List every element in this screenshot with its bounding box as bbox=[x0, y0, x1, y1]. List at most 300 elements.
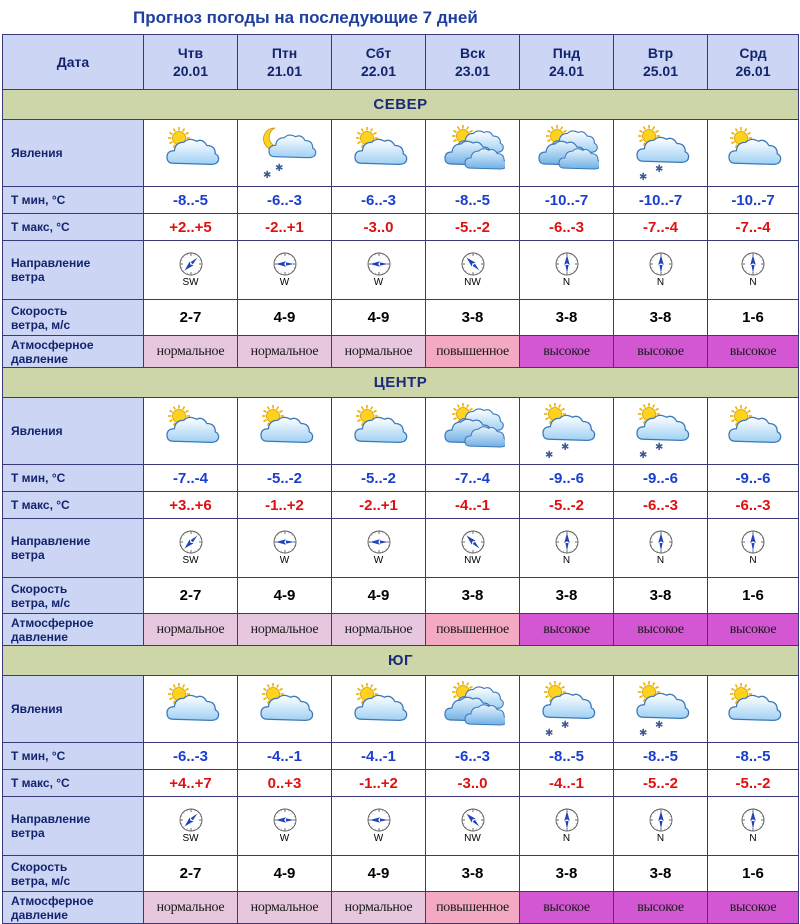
wind-direction-cell bbox=[614, 241, 708, 300]
tmax-cell: -6..-3 bbox=[520, 214, 614, 241]
tmax-cell: -2..+1 bbox=[238, 214, 332, 241]
tmax-label bbox=[3, 492, 144, 519]
pressure-cell: нормальное bbox=[144, 614, 238, 646]
wind-direction-label-text-2: ветра bbox=[11, 826, 45, 840]
day-header-6 bbox=[708, 35, 799, 90]
compass-icon bbox=[144, 530, 237, 554]
sun-cloud-snow-icon bbox=[614, 402, 707, 460]
pressure-cell: нормальное bbox=[332, 336, 426, 368]
compass-icon bbox=[614, 808, 707, 832]
pressure-row bbox=[3, 614, 799, 646]
tmin-cell: -10..-7 bbox=[708, 187, 799, 214]
phenomena-cell bbox=[708, 398, 799, 465]
wind-direction-text: SW bbox=[182, 555, 199, 566]
compass-icon bbox=[144, 808, 237, 832]
wind-speed-cell: 3-8 bbox=[520, 300, 614, 336]
phenomena-cell bbox=[708, 676, 799, 743]
pressure-label-text-2: давление bbox=[11, 629, 68, 644]
tmax-cell: +2..+5 bbox=[144, 214, 238, 241]
wind-direction-cell bbox=[614, 519, 708, 578]
phenomena-row bbox=[3, 676, 799, 743]
wind-direction-text: N bbox=[562, 555, 571, 566]
wind-direction-label-text-2: ветра bbox=[11, 548, 45, 562]
phenomena-label-text: Явления bbox=[11, 146, 63, 160]
wind-speed-label-text-2: ветра, м/с bbox=[11, 317, 71, 332]
sun-cloud-snow-icon bbox=[520, 680, 613, 738]
wind-direction-text: W bbox=[279, 833, 290, 844]
wind-speed-row bbox=[3, 300, 799, 336]
compass-icon bbox=[332, 808, 425, 832]
pressure-cell: нормальное bbox=[332, 892, 426, 924]
phenomena-cell bbox=[144, 398, 238, 465]
wind-direction-label bbox=[3, 519, 144, 578]
tmax-label-text: Т макс, °С bbox=[11, 776, 70, 790]
wind-direction-cell bbox=[426, 241, 520, 300]
compass-icon bbox=[332, 252, 425, 276]
tmax-cell: -3..0 bbox=[426, 770, 520, 797]
wind-speed-cell: 3-8 bbox=[426, 856, 520, 892]
tmax-label-text: Т макс, °С bbox=[11, 498, 70, 512]
wind-direction-text: N bbox=[749, 833, 757, 844]
wind-direction-cell bbox=[520, 519, 614, 578]
tmax-cell: -7..-4 bbox=[708, 214, 799, 241]
sun-overcast-icon bbox=[520, 124, 613, 182]
region-name: СЕВЕР bbox=[373, 96, 428, 113]
tmin-label bbox=[3, 187, 144, 214]
wind-direction-cell bbox=[426, 519, 520, 578]
wind-direction-row bbox=[3, 797, 799, 856]
wind-speed-label-text-2: ветра, м/с bbox=[11, 595, 71, 610]
day-date: 22.01 bbox=[360, 63, 397, 79]
phenomena-label bbox=[3, 676, 144, 743]
svg-text:✱: ✱ bbox=[638, 450, 647, 460]
tmax-cell: -5..-2 bbox=[708, 770, 799, 797]
phenomena-cell bbox=[426, 676, 520, 743]
svg-text:✱: ✱ bbox=[654, 164, 663, 175]
wind-direction-text: N bbox=[562, 277, 571, 288]
svg-text:✱: ✱ bbox=[274, 163, 283, 174]
tmin-cell: -8..-5 bbox=[520, 743, 614, 770]
phenomena-cell bbox=[614, 120, 708, 187]
tmin-cell: -5..-2 bbox=[332, 465, 426, 492]
tmax-label-text: Т макс, °С bbox=[11, 220, 70, 234]
wind-speed-cell: 4-9 bbox=[332, 578, 426, 614]
pressure-row bbox=[3, 892, 799, 924]
region-title bbox=[3, 368, 799, 398]
region-row bbox=[3, 90, 799, 120]
wind-speed-label-text: Скорость bbox=[11, 859, 68, 874]
pressure-cell: нормальное bbox=[238, 336, 332, 368]
tmin-cell: -9..-6 bbox=[614, 465, 708, 492]
tmin-cell: -8..-5 bbox=[426, 187, 520, 214]
phenomena-row bbox=[3, 120, 799, 187]
pressure-cell: нормальное bbox=[144, 892, 238, 924]
wind-speed-cell: 3-8 bbox=[426, 578, 520, 614]
wind-direction-text: W bbox=[279, 555, 290, 566]
region-row bbox=[3, 646, 799, 676]
phenomena-cell bbox=[614, 676, 708, 743]
phenomena-cell bbox=[238, 398, 332, 465]
compass-icon bbox=[708, 252, 798, 276]
phenomena-label bbox=[3, 398, 144, 465]
tmin-cell: -8..-5 bbox=[144, 187, 238, 214]
pressure-row bbox=[3, 336, 799, 368]
wind-speed-cell: 4-9 bbox=[332, 300, 426, 336]
wind-direction-text: N bbox=[656, 277, 665, 288]
pressure-cell: нормальное bbox=[332, 614, 426, 646]
tmax-label bbox=[3, 214, 144, 241]
pressure-cell: повышенное bbox=[426, 892, 520, 924]
pressure-cell: высокое bbox=[708, 892, 799, 924]
phenomena-cell bbox=[708, 120, 799, 187]
day-header-4 bbox=[520, 35, 614, 90]
phenomena-cell bbox=[332, 398, 426, 465]
tmax-row bbox=[3, 492, 799, 519]
compass-icon bbox=[520, 808, 613, 832]
date-label: Дата bbox=[56, 53, 90, 70]
day-of-week: Чтв bbox=[177, 45, 204, 61]
pressure-cell: высокое bbox=[708, 336, 799, 368]
sun-cloud-icon bbox=[708, 124, 798, 182]
tmin-cell: -10..-7 bbox=[520, 187, 614, 214]
day-date: 20.01 bbox=[172, 63, 209, 79]
compass-icon bbox=[238, 530, 331, 554]
svg-text:✱: ✱ bbox=[544, 450, 553, 460]
tmax-cell: -6..-3 bbox=[708, 492, 799, 519]
tmin-cell: -4..-1 bbox=[332, 743, 426, 770]
header-row bbox=[3, 35, 799, 90]
pressure-label bbox=[3, 614, 144, 646]
day-date: 26.01 bbox=[735, 63, 771, 79]
moon-cloud-snow-icon bbox=[238, 124, 331, 182]
wind-speed-cell: 2-7 bbox=[144, 578, 238, 614]
phenomena-cell bbox=[238, 120, 332, 187]
pressure-label-text: Атмосферное bbox=[11, 337, 94, 352]
wind-direction-text: W bbox=[279, 277, 290, 288]
tmin-row bbox=[3, 743, 799, 770]
sun-cloud-icon bbox=[144, 680, 237, 738]
wind-direction-label bbox=[3, 797, 144, 856]
svg-text:✱: ✱ bbox=[654, 442, 663, 453]
tmax-cell: +4..+7 bbox=[144, 770, 238, 797]
wind-direction-cell bbox=[520, 797, 614, 856]
wind-direction-text: N bbox=[749, 555, 757, 566]
phenomena-label-text: Явления bbox=[11, 702, 63, 716]
wind-speed-cell: 4-9 bbox=[238, 578, 332, 614]
date-header-cell bbox=[3, 35, 144, 90]
wind-direction-cell bbox=[708, 797, 799, 856]
phenomena-cell bbox=[520, 676, 614, 743]
wind-direction-cell bbox=[332, 241, 426, 300]
svg-text:✱: ✱ bbox=[638, 728, 647, 738]
compass-icon bbox=[520, 530, 613, 554]
phenomena-label-text: Явления bbox=[11, 424, 63, 438]
wind-speed-cell: 2-7 bbox=[144, 300, 238, 336]
tmin-label bbox=[3, 743, 144, 770]
tmax-cell: -5..-2 bbox=[614, 770, 708, 797]
compass-icon bbox=[238, 252, 331, 276]
wind-speed-label-text-2: ветра, м/с bbox=[11, 873, 71, 888]
wind-direction-text: W bbox=[373, 833, 384, 844]
sun-overcast-icon bbox=[426, 680, 519, 738]
wind-speed-label-text: Скорость bbox=[11, 581, 68, 596]
sun-cloud-icon bbox=[238, 402, 331, 460]
sun-cloud-icon bbox=[332, 124, 425, 182]
sun-cloud-icon bbox=[708, 680, 798, 738]
day-of-week: Сбт bbox=[365, 45, 392, 61]
pressure-label-text: Атмосферное bbox=[11, 893, 94, 908]
phenomena-cell bbox=[520, 398, 614, 465]
wind-speed-cell: 1-6 bbox=[708, 300, 799, 336]
sun-cloud-snow-icon bbox=[520, 402, 613, 460]
pressure-cell: высокое bbox=[614, 892, 708, 924]
region-title bbox=[3, 646, 799, 676]
compass-icon bbox=[332, 530, 425, 554]
wind-speed-row bbox=[3, 856, 799, 892]
wind-direction-text: SW bbox=[182, 833, 199, 844]
day-of-week: Срд bbox=[739, 45, 767, 61]
tmax-cell: -4..-1 bbox=[520, 770, 614, 797]
pressure-label bbox=[3, 892, 144, 924]
tmax-label bbox=[3, 770, 144, 797]
day-of-week: Вск bbox=[460, 45, 485, 61]
day-of-week: Пнд bbox=[552, 45, 581, 61]
wind-direction-label-text: Направление bbox=[11, 256, 91, 270]
compass-icon bbox=[614, 252, 707, 276]
pressure-cell: высокое bbox=[708, 614, 799, 646]
sun-cloud-icon bbox=[144, 124, 237, 182]
compass-icon bbox=[144, 252, 237, 276]
wind-direction-text: NW bbox=[464, 833, 481, 844]
sun-cloud-snow-icon bbox=[614, 124, 707, 182]
tmin-cell: -5..-2 bbox=[238, 465, 332, 492]
tmin-row bbox=[3, 465, 799, 492]
wind-speed-cell: 3-8 bbox=[614, 856, 708, 892]
tmin-row bbox=[3, 187, 799, 214]
day-header-5 bbox=[614, 35, 708, 90]
wind-direction-text: W bbox=[373, 277, 384, 288]
compass-icon bbox=[238, 808, 331, 832]
sun-cloud-icon bbox=[332, 680, 425, 738]
wind-speed-label bbox=[3, 856, 144, 892]
region-name: ЮГ bbox=[388, 652, 413, 669]
wind-speed-cell: 1-6 bbox=[708, 856, 799, 892]
phenomena-cell bbox=[520, 120, 614, 187]
tmin-cell: -4..-1 bbox=[238, 743, 332, 770]
pressure-label-text-2: давление bbox=[11, 351, 68, 366]
sun-overcast-icon bbox=[426, 402, 519, 460]
wind-direction-text: N bbox=[562, 833, 571, 844]
sun-cloud-icon bbox=[144, 402, 237, 460]
wind-direction-cell bbox=[144, 241, 238, 300]
svg-text:✱: ✱ bbox=[638, 172, 647, 182]
day-date: 21.01 bbox=[266, 63, 303, 79]
compass-icon bbox=[426, 808, 519, 832]
svg-text:✱: ✱ bbox=[560, 720, 569, 731]
wind-speed-label bbox=[3, 578, 144, 614]
page-title-bar bbox=[0, 8, 800, 34]
phenomena-cell bbox=[144, 120, 238, 187]
compass-icon bbox=[426, 530, 519, 554]
day-of-week: Втр bbox=[647, 45, 674, 61]
wind-speed-cell: 3-8 bbox=[426, 300, 520, 336]
wind-speed-row bbox=[3, 578, 799, 614]
tmin-cell: -6..-3 bbox=[144, 743, 238, 770]
wind-direction-cell bbox=[520, 241, 614, 300]
tmax-cell: -5..-2 bbox=[520, 492, 614, 519]
phenomena-cell bbox=[426, 120, 520, 187]
day-header-3 bbox=[426, 35, 520, 90]
compass-icon bbox=[520, 252, 613, 276]
tmin-cell: -6..-3 bbox=[426, 743, 520, 770]
wind-direction-cell bbox=[708, 519, 799, 578]
sun-cloud-icon bbox=[708, 402, 798, 460]
compass-icon bbox=[426, 252, 519, 276]
tmax-cell: -1..+2 bbox=[332, 770, 426, 797]
tmin-cell: -9..-6 bbox=[520, 465, 614, 492]
svg-text:✱: ✱ bbox=[544, 728, 553, 738]
svg-text:✱: ✱ bbox=[560, 442, 569, 453]
wind-direction-text: N bbox=[749, 277, 757, 288]
pressure-label-text: Атмосферное bbox=[11, 615, 94, 630]
day-of-week: Птн bbox=[271, 45, 298, 61]
wind-speed-cell: 4-9 bbox=[332, 856, 426, 892]
tmin-cell: -6..-3 bbox=[238, 187, 332, 214]
region-title bbox=[3, 90, 799, 120]
sun-cloud-icon bbox=[332, 402, 425, 460]
pressure-cell: нормальное bbox=[238, 892, 332, 924]
wind-speed-cell: 4-9 bbox=[238, 856, 332, 892]
pressure-cell: высокое bbox=[520, 614, 614, 646]
pressure-label bbox=[3, 336, 144, 368]
tmax-cell: -3..0 bbox=[332, 214, 426, 241]
wind-speed-cell: 4-9 bbox=[238, 300, 332, 336]
wind-direction-label-text: Направление bbox=[11, 534, 91, 548]
day-header-0 bbox=[144, 35, 238, 90]
wind-direction-label-text: Направление bbox=[11, 812, 91, 826]
tmin-label-text: Т мин, °С bbox=[11, 471, 66, 485]
tmax-cell: -1..+2 bbox=[238, 492, 332, 519]
wind-direction-text: N bbox=[656, 833, 665, 844]
tmin-cell: -8..-5 bbox=[708, 743, 799, 770]
tmin-label-text: Т мин, °С bbox=[11, 193, 66, 207]
wind-direction-cell bbox=[144, 519, 238, 578]
wind-direction-text: N bbox=[656, 555, 665, 566]
region-row bbox=[3, 368, 799, 398]
phenomena-row bbox=[3, 398, 799, 465]
tmax-row bbox=[3, 770, 799, 797]
wind-direction-text: W bbox=[373, 555, 384, 566]
region-name: ЦЕНТР bbox=[373, 374, 428, 391]
wind-direction-row bbox=[3, 519, 799, 578]
day-date: 23.01 bbox=[454, 63, 491, 79]
phenomena-cell bbox=[614, 398, 708, 465]
phenomena-cell bbox=[238, 676, 332, 743]
tmin-cell: -9..-6 bbox=[708, 465, 799, 492]
tmax-cell: +3..+6 bbox=[144, 492, 238, 519]
wind-direction-text: SW bbox=[182, 277, 199, 288]
compass-icon bbox=[708, 808, 798, 832]
phenomena-cell bbox=[332, 120, 426, 187]
pressure-cell: повышенное bbox=[426, 336, 520, 368]
pressure-cell: высокое bbox=[520, 336, 614, 368]
sun-cloud-snow-icon bbox=[614, 680, 707, 738]
compass-icon bbox=[614, 530, 707, 554]
wind-speed-cell: 1-6 bbox=[708, 578, 799, 614]
wind-direction-label bbox=[3, 241, 144, 300]
wind-direction-text: NW bbox=[464, 555, 481, 566]
wind-speed-cell: 3-8 bbox=[614, 300, 708, 336]
svg-text:✱: ✱ bbox=[654, 720, 663, 731]
tmax-cell: 0..+3 bbox=[238, 770, 332, 797]
pressure-cell: повышенное bbox=[426, 614, 520, 646]
wind-speed-cell: 3-8 bbox=[520, 578, 614, 614]
phenomena-label bbox=[3, 120, 144, 187]
wind-direction-text: NW bbox=[464, 277, 481, 288]
pressure-cell: высокое bbox=[614, 336, 708, 368]
tmin-cell: -7..-4 bbox=[426, 465, 520, 492]
tmax-cell: -5..-2 bbox=[426, 214, 520, 241]
day-header-2 bbox=[332, 35, 426, 90]
tmin-label-text: Т мин, °С bbox=[11, 749, 66, 763]
wind-direction-cell bbox=[238, 519, 332, 578]
tmax-cell: -7..-4 bbox=[614, 214, 708, 241]
wind-speed-cell: 3-8 bbox=[614, 578, 708, 614]
phenomena-cell bbox=[144, 676, 238, 743]
page-title: Прогноз погоды на последующие 7 дней bbox=[133, 8, 478, 27]
wind-direction-cell bbox=[426, 797, 520, 856]
wind-direction-row bbox=[3, 241, 799, 300]
tmin-cell: -6..-3 bbox=[332, 187, 426, 214]
sun-overcast-icon bbox=[426, 124, 519, 182]
tmax-row bbox=[3, 214, 799, 241]
tmin-cell: -7..-4 bbox=[144, 465, 238, 492]
tmax-cell: -6..-3 bbox=[614, 492, 708, 519]
svg-text:✱: ✱ bbox=[262, 170, 271, 181]
day-header-1 bbox=[238, 35, 332, 90]
wind-speed-cell: 3-8 bbox=[520, 856, 614, 892]
wind-speed-label bbox=[3, 300, 144, 336]
pressure-cell: высокое bbox=[520, 892, 614, 924]
tmin-cell: -10..-7 bbox=[614, 187, 708, 214]
phenomena-cell bbox=[426, 398, 520, 465]
forecast-table bbox=[2, 34, 799, 924]
wind-direction-label-text-2: ветра bbox=[11, 270, 45, 284]
pressure-label-text-2: давление bbox=[11, 907, 68, 922]
tmin-cell: -8..-5 bbox=[614, 743, 708, 770]
tmax-cell: -4..-1 bbox=[426, 492, 520, 519]
wind-direction-cell bbox=[708, 241, 799, 300]
wind-speed-label-text: Скорость bbox=[11, 303, 68, 318]
tmin-label bbox=[3, 465, 144, 492]
pressure-cell: высокое bbox=[614, 614, 708, 646]
tmax-cell: -2..+1 bbox=[332, 492, 426, 519]
wind-direction-cell bbox=[144, 797, 238, 856]
phenomena-cell bbox=[332, 676, 426, 743]
day-date: 25.01 bbox=[642, 63, 679, 79]
pressure-cell: нормальное bbox=[238, 614, 332, 646]
wind-direction-cell bbox=[238, 241, 332, 300]
day-date: 24.01 bbox=[548, 63, 585, 79]
wind-direction-cell bbox=[332, 797, 426, 856]
wind-direction-cell bbox=[238, 797, 332, 856]
wind-direction-cell bbox=[332, 519, 426, 578]
pressure-cell: нормальное bbox=[144, 336, 238, 368]
compass-icon bbox=[708, 530, 798, 554]
sun-cloud-icon bbox=[238, 680, 331, 738]
wind-direction-cell bbox=[614, 797, 708, 856]
wind-speed-cell: 2-7 bbox=[144, 856, 238, 892]
